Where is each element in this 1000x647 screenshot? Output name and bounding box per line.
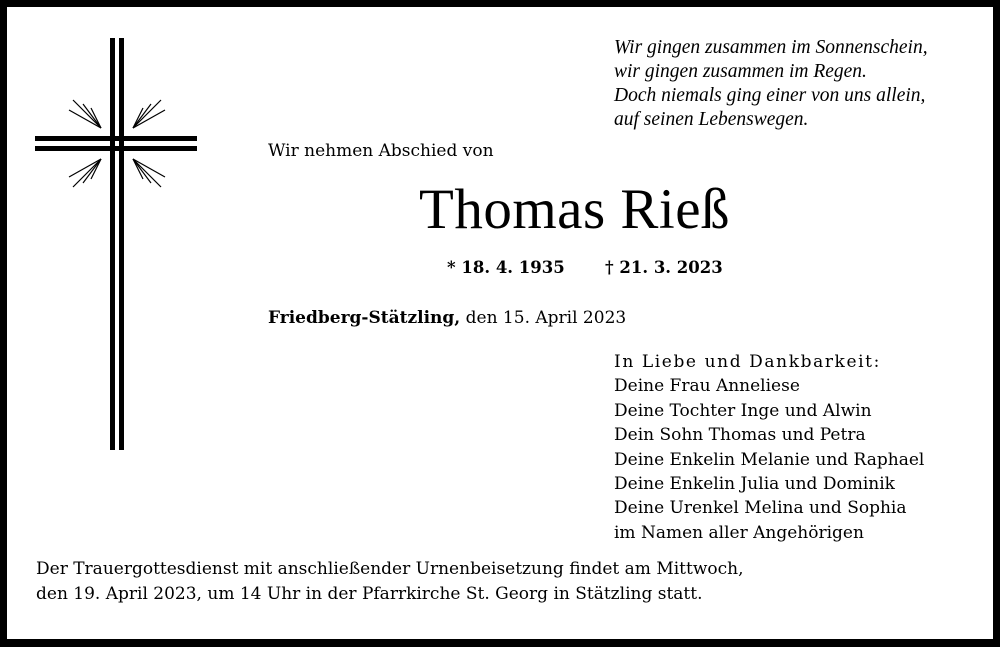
notice-date: den 15. April 2023 — [460, 308, 627, 328]
intro-text: Wir nehmen Abschied von — [268, 141, 494, 161]
mourner-line: Deine Enkelin Julia und Dominik — [614, 474, 895, 495]
mourner-line: Dein Sohn Thomas und Petra — [614, 425, 866, 446]
radiant-cross-icon — [31, 38, 201, 450]
service-info — [36, 557, 744, 606]
mourner-line: Deine Urenkel Melina und Sophia — [614, 498, 907, 519]
poem-line: Doch niemals ging einer von uns allein, — [614, 85, 926, 106]
mourner-line: Deine Frau Anneliese — [614, 376, 800, 397]
mourner-line: im Namen aller Angehörigen — [614, 522, 864, 543]
place-date-line — [268, 308, 626, 328]
service-line: Der Trauergottesdienst mit anschließender Urnenbeisetzung findet am Mittwoch, — [36, 559, 744, 579]
birth-date: * 18. 4. 1935 — [447, 258, 565, 277]
poem — [614, 36, 984, 132]
poem-line: auf seinen Lebenswegen. — [614, 109, 809, 130]
poem-line: wir gingen zusammen im Regen. — [614, 61, 867, 82]
mourners-list — [614, 350, 924, 545]
mourner-line: Deine Tochter Inge und Alwin — [614, 400, 872, 421]
obituary-notice — [7, 7, 993, 639]
deceased-name: Thomas Rieß — [419, 178, 731, 241]
death-date: † 21. 3. 2023 — [605, 258, 723, 277]
service-line: den 19. April 2023, um 14 Uhr in der Pfarrkirche St. Georg in Stätzling statt. — [36, 583, 703, 604]
poem-line: Wir gingen zusammen im Sonnenschein, — [614, 37, 928, 58]
mourner-line: Deine Enkelin Melanie und Raphael — [614, 449, 925, 470]
mourners-heading: In Liebe und Dankbarkeit: — [614, 352, 881, 372]
place-name: Friedberg-Stätzling, — [268, 308, 461, 328]
